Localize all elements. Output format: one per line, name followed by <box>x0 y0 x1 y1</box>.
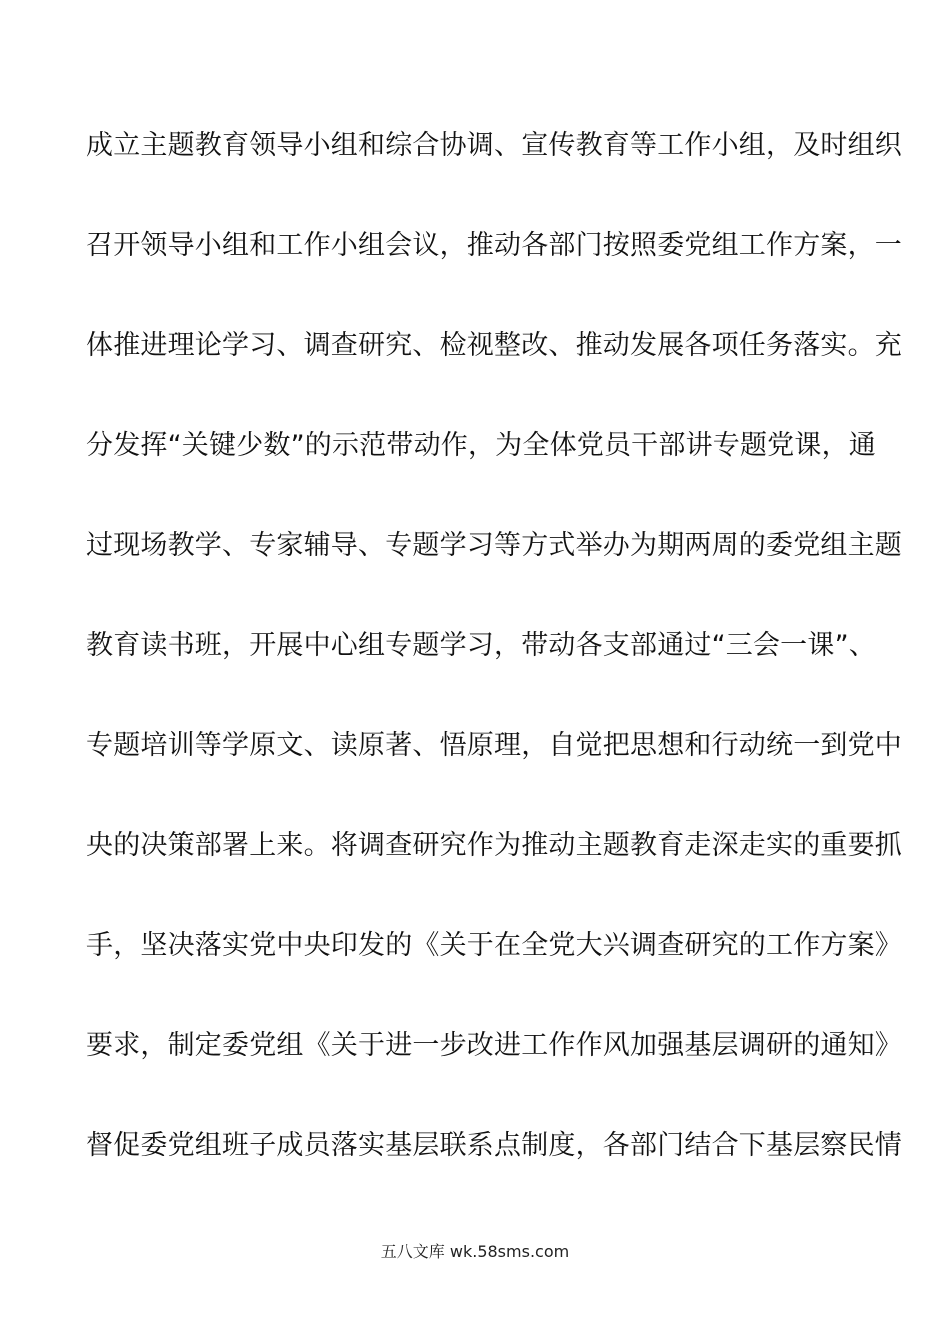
text-line: 体推进理论学习、调查研究、检视整改、推动发展各项任务落实。充 <box>86 330 902 361</box>
text-line: 手，坚决落实党中央印发的《关于在全党大兴调查研究的工作方案》 <box>86 930 902 961</box>
text-line: 教育读书班，开展中心组专题学习，带动各支部通过“三会一课”、 <box>86 630 876 661</box>
text-line: 分发挥“关键少数”的示范带动作，为全体党员干部讲专题党课，通 <box>86 430 876 461</box>
text-line: 召开领导小组和工作小组会议，推动各部门按照委党组工作方案，一 <box>86 230 902 261</box>
text-line: 央的决策部署上来。将调查研究作为推动主题教育走深走实的重要抓 <box>86 830 902 861</box>
text-line: 督促委党组班子成员落实基层联系点制度，各部门结合下基层察民情 <box>86 1130 902 1161</box>
text-line: 过现场教学、专家辅导、专题学习等方式举办为期两周的委党组主题 <box>86 530 902 561</box>
footer-watermark: 五八文库 wk.58sms.com <box>380 1242 570 1261</box>
text-line: 专题培训等学原文、读原著、悟原理，自觉把思想和行动统一到党中 <box>86 730 902 761</box>
text-line: 成立主题教育领导小组和综合协调、宣传教育等工作小组，及时组织 <box>86 130 902 161</box>
text-line: 要求，制定委党组《关于进一步改进工作作风加强基层调研的通知》 <box>86 1030 902 1061</box>
body-text <box>86 118 902 1218</box>
